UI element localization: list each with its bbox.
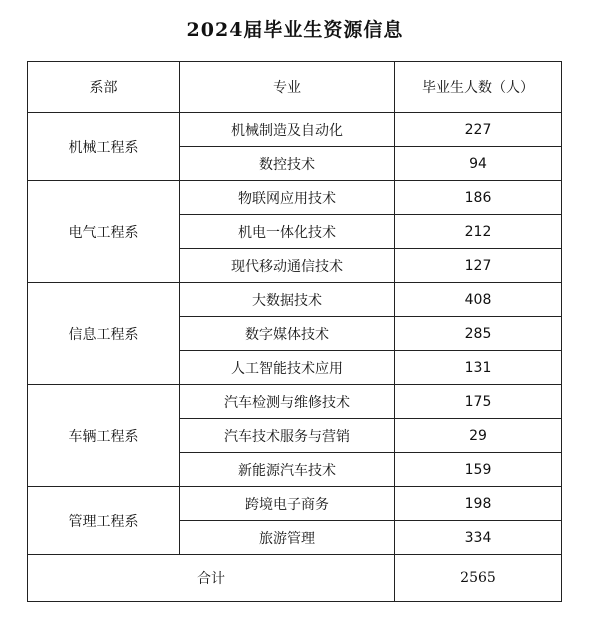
- major-cell: 机械制造及自动化: [180, 113, 395, 147]
- major-cell: 旅游管理: [180, 521, 395, 555]
- major-cell: 数控技术: [180, 147, 395, 181]
- major-cell: 新能源汽车技术: [180, 453, 395, 487]
- count-cell: 408: [395, 283, 562, 317]
- major-cell: 汽车技术服务与营销: [180, 419, 395, 453]
- total-row: [28, 555, 562, 602]
- count-cell: 131: [395, 351, 562, 385]
- count-cell: 127: [395, 249, 562, 283]
- total-value: 2565: [395, 555, 562, 602]
- table-row: [28, 487, 562, 521]
- graduate-table: [27, 61, 562, 602]
- page-title: 2024届毕业生资源信息: [186, 19, 404, 41]
- table-row: [28, 181, 562, 215]
- count-cell: 212: [395, 215, 562, 249]
- department-cell: 信息工程系: [28, 283, 180, 385]
- header-graduate-count: 毕业生人数（人）: [395, 62, 562, 113]
- header-major: 专业: [180, 62, 395, 113]
- major-cell: 现代移动通信技术: [180, 249, 395, 283]
- major-cell: 大数据技术: [180, 283, 395, 317]
- count-cell: 186: [395, 181, 562, 215]
- major-cell: 跨境电子商务: [180, 487, 395, 521]
- major-cell: 数字媒体技术: [180, 317, 395, 351]
- count-cell: 159: [395, 453, 562, 487]
- table-header-row: [28, 62, 562, 113]
- major-cell: 人工智能技术应用: [180, 351, 395, 385]
- department-cell: 管理工程系: [28, 487, 180, 555]
- count-cell: 198: [395, 487, 562, 521]
- major-cell: 物联网应用技术: [180, 181, 395, 215]
- table-row: [28, 113, 562, 147]
- table-row: [28, 283, 562, 317]
- department-cell: 电气工程系: [28, 181, 180, 283]
- count-cell: 285: [395, 317, 562, 351]
- count-cell: 227: [395, 113, 562, 147]
- department-cell: 车辆工程系: [28, 385, 180, 487]
- count-cell: 334: [395, 521, 562, 555]
- table-row: [28, 385, 562, 419]
- major-cell: 汽车检测与维修技术: [180, 385, 395, 419]
- header-department: 系部: [28, 62, 180, 113]
- department-cell: 机械工程系: [28, 113, 180, 181]
- count-cell: 29: [395, 419, 562, 453]
- major-cell: 机电一体化技术: [180, 215, 395, 249]
- count-cell: 94: [395, 147, 562, 181]
- count-cell: 175: [395, 385, 562, 419]
- total-label: 合计: [28, 555, 395, 602]
